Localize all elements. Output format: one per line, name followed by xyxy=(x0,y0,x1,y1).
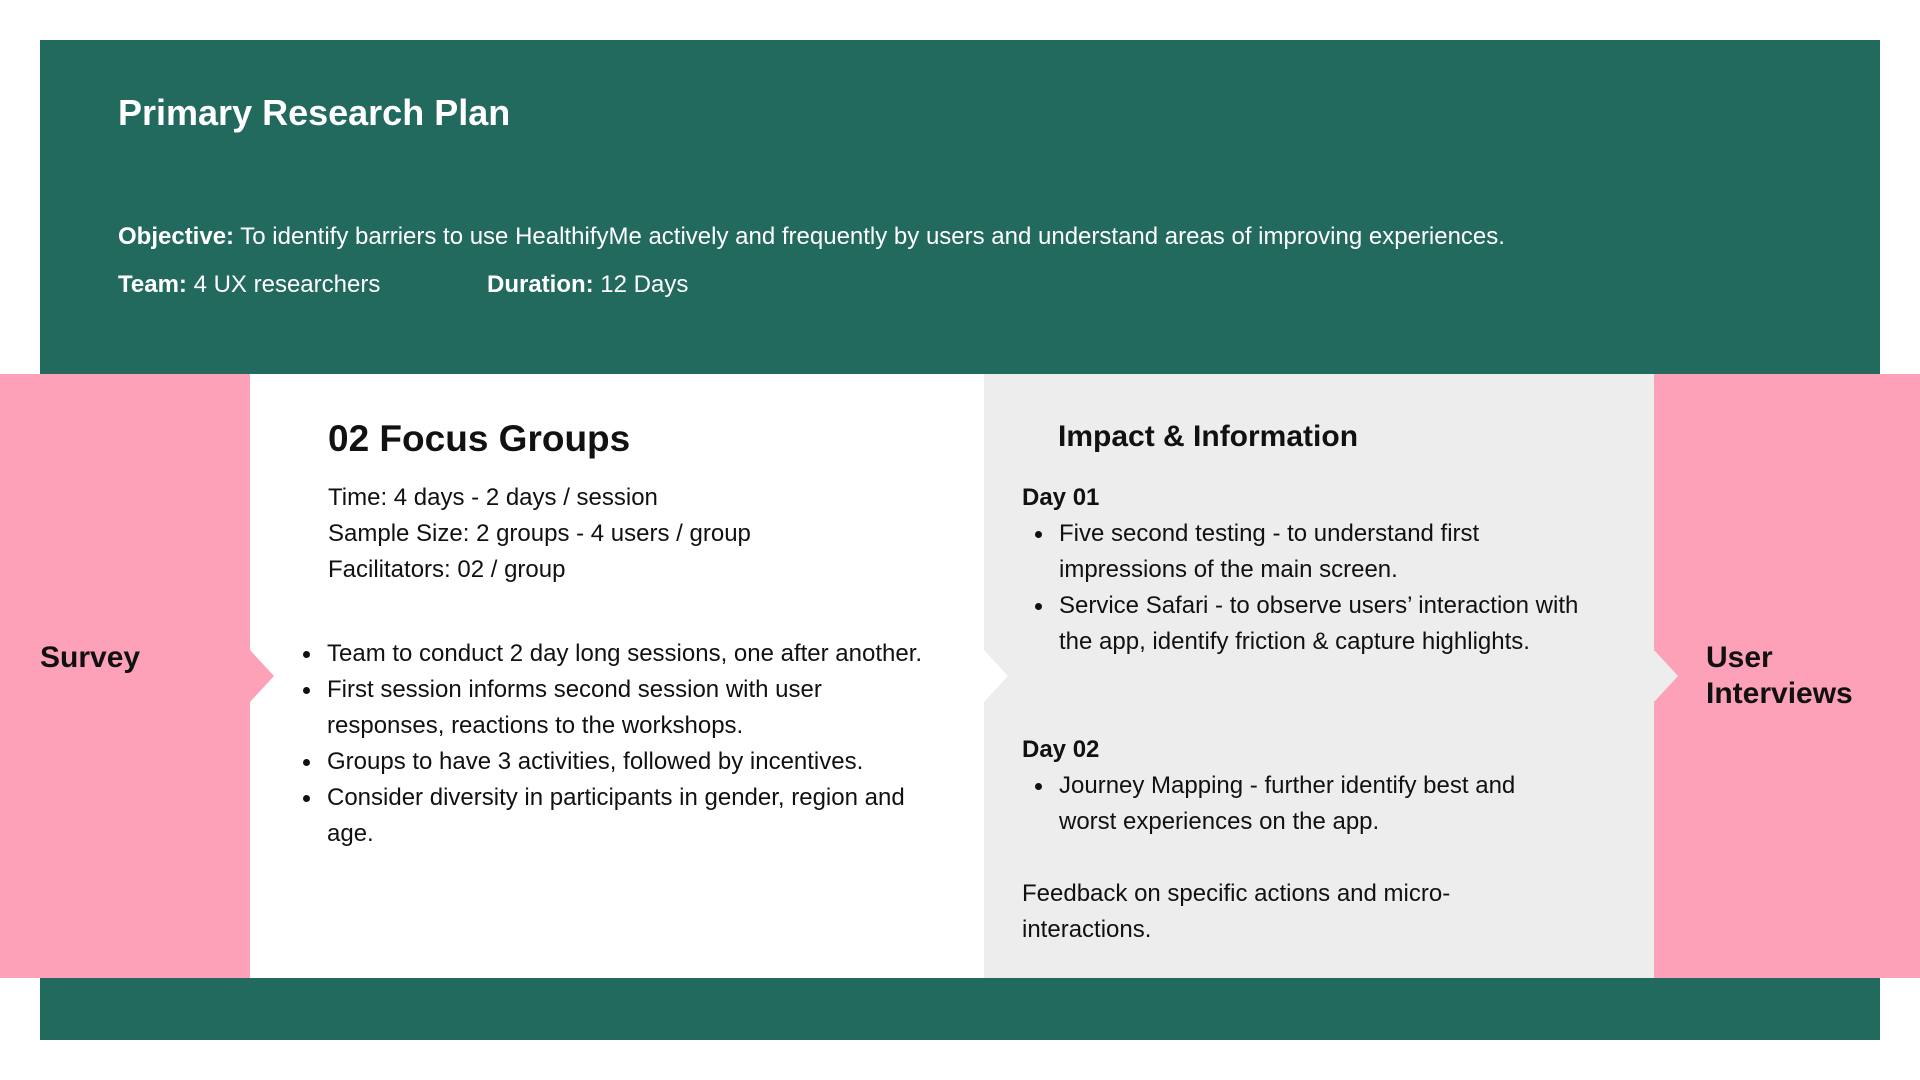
objective-label: Objective: xyxy=(118,223,235,250)
list-item: Service Safari - to observe users’ interaction with the app, identify friction & capture highlights. xyxy=(1059,588,1579,660)
focus-detail-facilitators: Facilitators: 02 / group xyxy=(328,556,566,583)
objective-text: To identify barriers to use HealthifyMe actively and frequently by users and understand areas of improving experiences. xyxy=(234,223,1505,250)
day-02-list xyxy=(1059,768,1579,840)
feedback-note: Feedback on specific actions and micro-interactions. xyxy=(1022,880,1451,943)
list-item: Five second testing - to understand first impressions of the main screen. xyxy=(1059,516,1579,588)
team-duration-line xyxy=(118,270,688,300)
list-item: First session informs second session with user responses, reactions to the workshops. xyxy=(327,672,927,744)
footer-band xyxy=(40,978,1880,1040)
page-title: Primary Research Plan xyxy=(118,92,511,133)
user-interviews-label: User Interviews xyxy=(1706,641,1853,710)
duration-block xyxy=(487,271,688,298)
day-02-label: Day 02 xyxy=(1022,736,1100,763)
team-label: Team: xyxy=(118,271,187,298)
focus-detail-time: Time: 4 days - 2 days / session xyxy=(328,484,658,511)
team-value: 4 UX researchers xyxy=(186,271,381,298)
list-item: Team to conduct 2 day long sessions, one after another. xyxy=(327,636,927,672)
flow-arrow-focus-groups xyxy=(984,650,1008,702)
flow-arrow-impact xyxy=(1654,650,1678,702)
list-item: Consider diversity in participants in gender, region and age. xyxy=(327,780,927,852)
day-01-list xyxy=(1059,516,1579,660)
duration-value: 12 Days xyxy=(593,271,689,298)
focus-detail-sample-size: Sample Size: 2 groups - 4 users / group xyxy=(328,520,751,547)
flow-arrow-survey xyxy=(250,650,274,702)
objective-line xyxy=(118,222,1505,252)
focus-groups-bullets xyxy=(327,636,927,852)
list-item: Groups to have 3 activities, followed by incentives. xyxy=(327,744,927,780)
impact-title: Impact & Information xyxy=(1058,420,1359,453)
survey-label: Survey xyxy=(40,641,141,674)
header-banner xyxy=(40,40,1880,374)
day-01-label: Day 01 xyxy=(1022,484,1100,511)
focus-groups-title: 02 Focus Groups xyxy=(328,418,631,459)
survey-panel xyxy=(0,374,250,978)
duration-label: Duration: xyxy=(486,271,594,298)
list-item: Journey Mapping - further identify best and worst experiences on the app. xyxy=(1059,768,1579,840)
focus-groups-details xyxy=(328,480,751,588)
